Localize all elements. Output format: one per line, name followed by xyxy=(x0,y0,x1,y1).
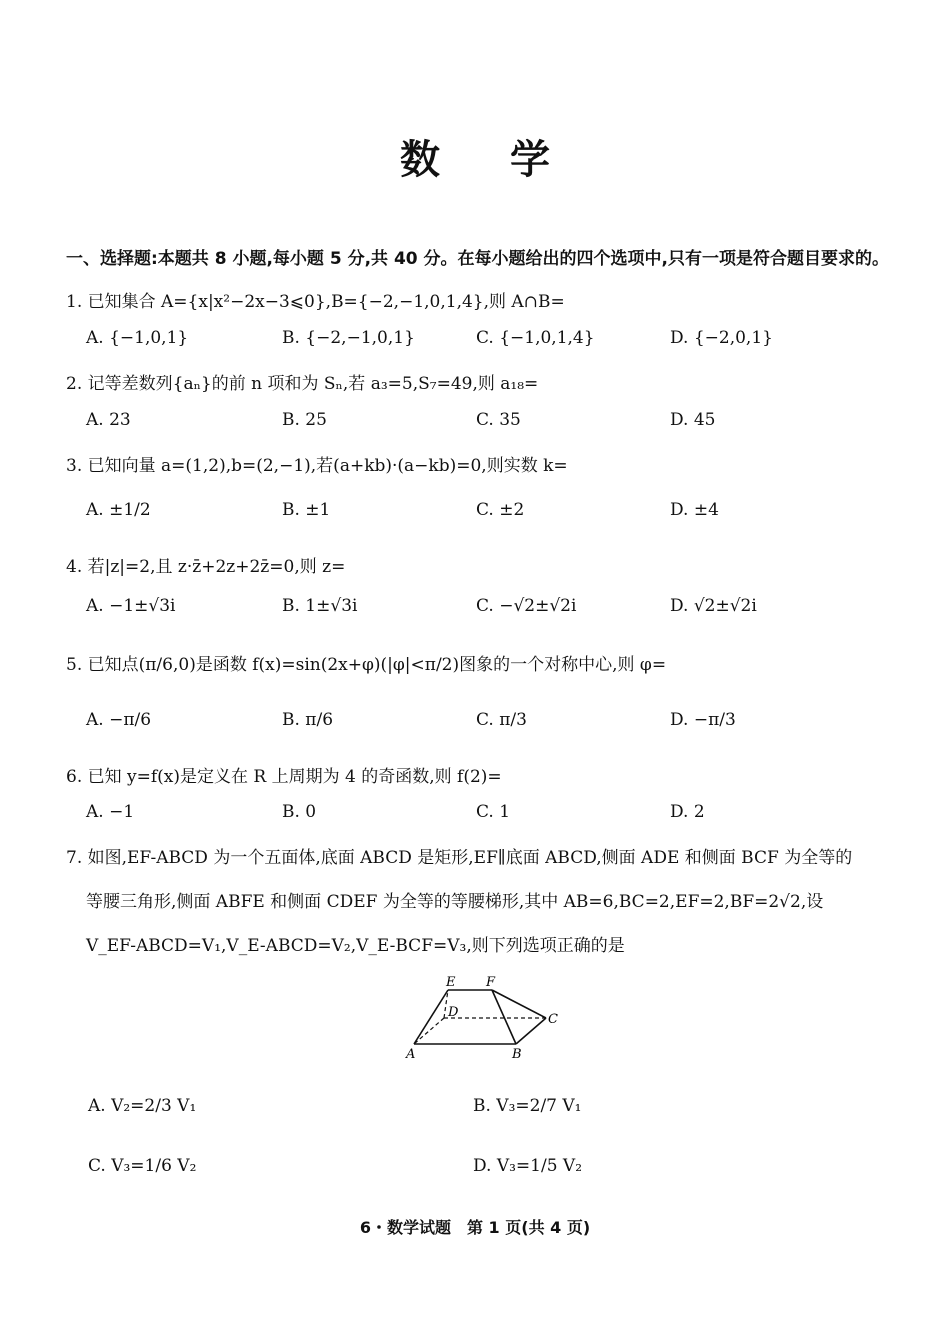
q5-option-a: A. −π/6 xyxy=(86,710,152,730)
question-3-stem: 3. 已知向量 a=(1,2),b=(2,−1),若(a+kb)·(a−kb)=0,则实数 k= xyxy=(66,456,568,476)
page-footer: 6・数学试题 第 1 页(共 4 页) xyxy=(359,1218,591,1237)
q4-option-b: B. 1±√3i xyxy=(282,596,358,616)
q7-option-c: C. V₃=1/6 V₂ xyxy=(88,1156,197,1176)
q1-option-b: B. {−2,−1,0,1} xyxy=(282,328,415,348)
q6-option-d: D. 2 xyxy=(670,802,705,822)
q2-option-a: A. 23 xyxy=(86,410,131,430)
q2-option-c: C. 35 xyxy=(476,410,521,430)
q4-option-c: C. −√2±√2i xyxy=(476,596,577,616)
q2-option-d: D. 45 xyxy=(670,410,716,430)
label-a: A xyxy=(406,1047,416,1062)
title-char-2: 学 xyxy=(510,137,550,183)
q7-option-d: D. V₃=1/5 V₂ xyxy=(473,1156,583,1176)
q6-option-c: C. 1 xyxy=(476,802,511,822)
q1-option-c: C. {−1,0,1,4} xyxy=(476,328,595,348)
question-5-stem: 5. 已知点(π/6,0)是函数 f(x)=sin(2x+φ)(|φ|<π/2)图象的一个对称中心,则 φ= xyxy=(66,655,667,675)
q1-option-d: D. {−2,0,1} xyxy=(670,328,773,348)
title-char-1: 数 xyxy=(400,137,440,183)
label-b: B xyxy=(512,1047,522,1062)
label-e: E xyxy=(446,975,456,990)
edge-bf xyxy=(492,990,516,1044)
q5-option-c: C. π/3 xyxy=(476,710,527,730)
q2-option-b: B. 25 xyxy=(282,410,327,430)
q3-option-d: D. ±4 xyxy=(670,500,719,520)
q6-option-a: A. −1 xyxy=(86,802,135,822)
label-d: D xyxy=(448,1005,459,1020)
q6-option-b: B. 0 xyxy=(282,802,317,822)
question-1-stem: 1. 已知集合 A={x|x²−2x−3⩽0},B={−2,−1,0,1,4},则 A∩B= xyxy=(66,292,565,312)
edge-cf xyxy=(492,990,546,1018)
q1-option-a: A. {−1,0,1} xyxy=(86,328,189,348)
question-2-stem: 2. 记等差数列{aₙ}的前 n 项和为 Sₙ,若 a₃=5,S₇=49,则 a₁₈= xyxy=(66,374,539,394)
label-c: C xyxy=(548,1012,558,1027)
question-6-stem: 6. 已知 y=f(x)是定义在 R 上周期为 4 的奇函数,则 f(2)= xyxy=(66,767,502,787)
q5-option-b: B. π/6 xyxy=(282,710,334,730)
question-7-stem-line-1: 7. 如图,EF-ABCD 为一个五面体,底面 ABCD 是矩形,EF∥底面 ABCD,侧面 ADE 和侧面 BCF 为全等的 xyxy=(66,848,853,868)
question-7-stem-line-3: V_EF-ABCD=V₁,V_E-ABCD=V₂,V_E-BCF=V₃,则下列选项正确的是 xyxy=(86,936,625,956)
q4-option-a: A. −1±√3i xyxy=(86,596,176,616)
pentahedron-figure xyxy=(396,970,566,1062)
q7-option-a: A. V₂=2/3 V₁ xyxy=(88,1096,197,1116)
q4-option-d: D. √2±√2i xyxy=(670,596,757,616)
edge-da-hidden xyxy=(414,1018,444,1044)
question-4-stem: 4. 若|z|=2,且 z·z̄+2z+2z̄=0,则 z= xyxy=(66,557,346,577)
section-heading: 一、选择题:本题共 8 小题,每小题 5 分,共 40 分。在每小题给出的四个选项中,只有一项是符合题目要求的。 xyxy=(66,249,889,269)
question-7-stem-line-2: 等腰三角形,侧面 ABFE 和侧面 CDEF 为全等的等腰梯形,其中 AB=6,BC=2,EF=2,BF=2√2,设 xyxy=(86,892,824,912)
edge-bc xyxy=(516,1018,546,1044)
edge-ae xyxy=(414,990,448,1044)
q7-option-b: B. V₃=2/7 V₁ xyxy=(473,1096,582,1116)
page-title xyxy=(0,128,950,185)
q3-option-a: A. ±1/2 xyxy=(86,500,151,520)
q5-option-d: D. −π/3 xyxy=(670,710,736,730)
label-f: F xyxy=(486,975,496,990)
q3-option-b: B. ±1 xyxy=(282,500,331,520)
q3-option-c: C. ±2 xyxy=(476,500,525,520)
